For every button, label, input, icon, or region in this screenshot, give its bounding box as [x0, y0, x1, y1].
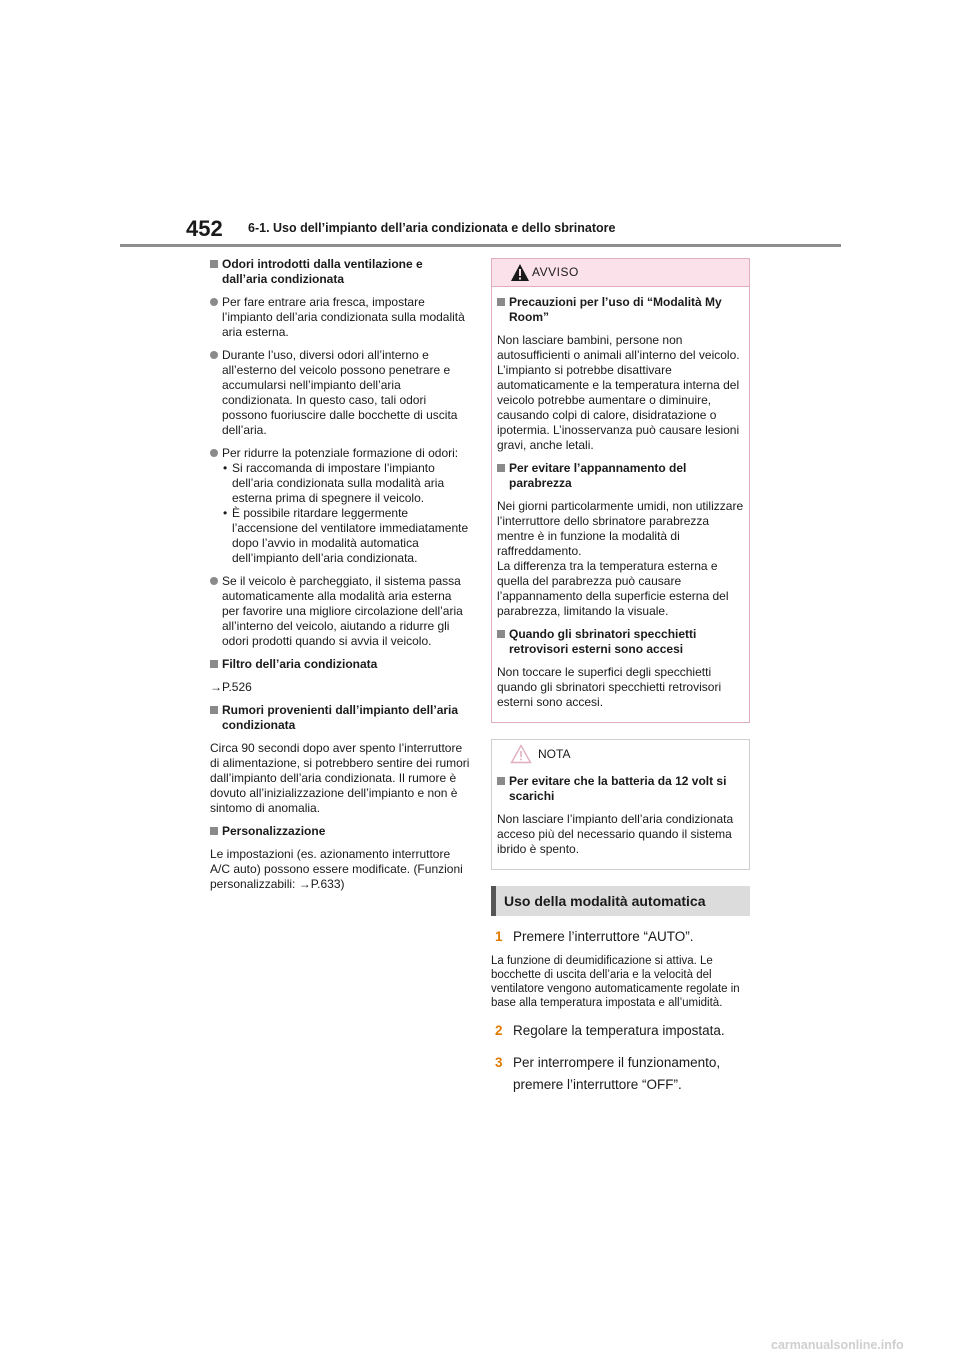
step-3-text: Per interrompere il funzionamento, premere l’interruttore “OFF”.	[513, 1055, 721, 1092]
odori-bullet-2: Durante l’uso, diversi odori all’interno e all’esterno del veicolo possono penetrare e accumularsi nell’impianto dell’aria condizionata. In questo caso, tali odori possono fuoriuscire dalle bocchette di uscita dell’aria.	[210, 348, 470, 438]
avviso-heading-my-room: Precauzioni per l’uso di “Modalità My Room”	[497, 295, 744, 325]
step-2-number: 2	[495, 1023, 503, 1038]
avviso-body	[492, 287, 749, 722]
nota-heading-batteria: Per evitare che la batteria da 12 volt si scarichi	[497, 774, 744, 804]
odori-bullet-4: Se il veicolo è parcheggiato, il sistema passa automaticamente alla modalità aria esterna per favorire una migliore circolazione dell’aria all’interno del veicolo, aiutando a ridurre gli odori prodotti quando si avvia il veicolo.	[210, 574, 470, 649]
personalizzazione-text: Le impostazioni (es. azionamento interruttore A/C auto) possono essere modificate. (Funzioni personalizzabili: →P.633)	[210, 847, 463, 891]
auto-mode-section-title: Uso della modalità automatica	[491, 886, 750, 916]
avviso-text-parabrezza-1: Nei giorni particolarmente umidi, non utilizzare l’interruttore dello sbrinatore parabrezza mentre è in funzione la modalità di raffreddamento.	[497, 499, 744, 558]
step-1	[491, 926, 750, 948]
step-2-text: Regolare la temperatura impostata.	[513, 1023, 725, 1038]
nota-box	[491, 739, 750, 870]
odori-sub-item-1: • Si raccomanda di impostare l’impianto dell’aria condizionata sulla modalità aria esterna prima di spegnere il veicolo.	[222, 461, 470, 506]
step-2	[491, 1020, 750, 1042]
avviso-box	[491, 258, 750, 723]
avviso-title: AVVISO	[532, 265, 579, 279]
step-1-number: 1	[495, 929, 503, 944]
step-1-text: Premere l’interruttore “AUTO”.	[513, 929, 694, 944]
odori-bullet-1: Per fare entrare aria fresca, impostare l’impianto dell’aria condizionata sulla modalità aria esterna.	[210, 295, 470, 340]
personalizzazione-heading: Personalizzazione	[210, 824, 470, 839]
nota-header	[492, 740, 749, 768]
page-number: 452	[186, 216, 223, 241]
avviso-heading-specchietti: Quando gli sbrinatori specchietti retrovisori esterni sono accesi	[497, 627, 744, 657]
avviso-text-my-room: Non lasciare bambini, persone non autosufficienti o animali all’interno del veicolo. L’impianto si potrebbe disattivare automaticamente e la temperatura interna del veicolo potrebbe aumentare o diminuire, causando colpi di calore, disidratazione o ipotermia. L’inosservanza può causare lesioni gravi, anche letali.	[497, 333, 740, 452]
avviso-header	[492, 259, 749, 287]
step-1-description: La funzione di deumidificazione si attiva. Le bocchette di uscita dell’aria e la velocità del ventilatore vengono automaticamente regolate in base alla temperatura impostata e all’umidità.	[491, 955, 740, 1009]
avviso-text-parabrezza-2: La differenza tra la temperatura esterna e quella del parabrezza può causare l’appannamento della superficie esterna del parabrezza, limitando la visuale.	[497, 559, 729, 618]
odori-sub-item-2: • È possibile ritardare leggermente l’accensione del ventilatore immediatamente dopo l’avvio in modalità automatica dell’impianto dell’aria condizionata.	[222, 506, 470, 566]
left-column	[210, 257, 470, 900]
odori-bullet-3-intro: Per ridurre la potenziale formazione di odori:	[222, 446, 459, 460]
nota-text-batteria: Non lasciare l’impianto dell’aria condizionata acceso più del necessario quando il sistema ibrido è spento.	[497, 812, 734, 856]
header-divider	[120, 244, 841, 247]
step-3	[491, 1052, 750, 1096]
right-column	[491, 258, 750, 1096]
odori-heading: Odori introdotti dalla ventilazione e dall’aria condizionata	[210, 257, 470, 287]
avviso-text-specchietti: Non toccare le superfici degli specchietti quando gli sbrinatori specchietti retrovisori esterni sono accesi.	[497, 665, 722, 709]
warning-triangle-icon	[510, 263, 530, 282]
avviso-heading-parabrezza: Per evitare l’appannamento del parabrezza	[497, 461, 744, 491]
nota-title: NOTA	[538, 746, 571, 761]
section-title: 6-1. Uso dell’impianto dell’aria condizionata e dello sbrinatore	[248, 221, 616, 235]
nota-body	[492, 768, 749, 869]
filtro-page-ref[interactable]: →P.526	[210, 680, 252, 694]
caution-triangle-outline-icon	[510, 744, 532, 764]
watermark: carmanualsonline.info	[771, 1338, 904, 1352]
filtro-heading: Filtro dell’aria condizionata	[210, 657, 470, 672]
rumori-heading: Rumori provenienti dall’impianto dell’aria condizionata	[210, 703, 470, 733]
rumori-text: Circa 90 secondi dopo aver spento l’interruttore di alimentazione, si potrebbero sentire dei rumori dall’impianto dell’aria condizionata. Il rumore è dovuto all’inizializzazione dell’impianto e non è sintomo di anomalia.	[210, 741, 470, 815]
step-3-number: 3	[495, 1055, 503, 1070]
odori-bullet-3	[210, 446, 470, 566]
